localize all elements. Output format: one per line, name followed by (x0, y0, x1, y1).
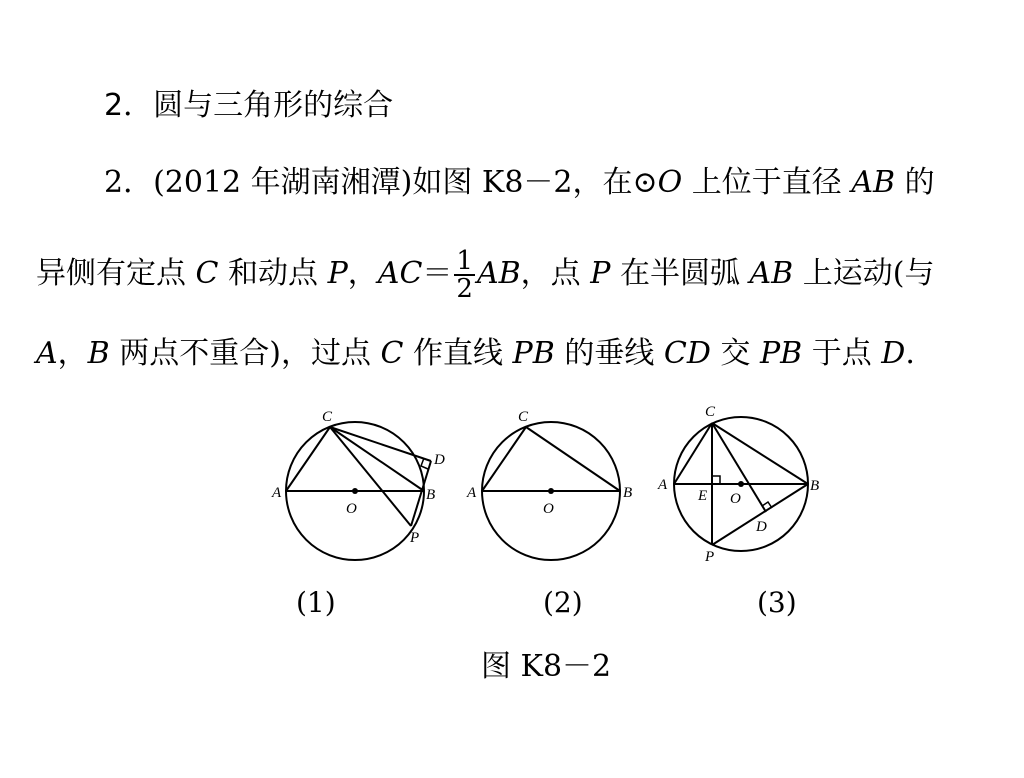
text-run: 两点不重合)，过点 (109, 336, 381, 371)
text-run: C (195, 256, 219, 291)
fig3-subcaption: (3) (757, 586, 797, 619)
text-run: ＝ (422, 256, 453, 291)
text-run: B (87, 336, 110, 371)
fraction-numerator: 1 (456, 246, 473, 276)
text-run: D (881, 336, 906, 371)
text-run: 交 (710, 336, 760, 371)
text-run: 于点 (802, 336, 882, 371)
fig1-chord-cb (330, 427, 424, 491)
fig3-chord-cb (712, 423, 808, 484)
fig2-label-b: B (623, 485, 633, 501)
text-run: 异侧有定点 (36, 256, 196, 291)
figure-caption: 图 K8－2 (481, 649, 612, 684)
fig1-chord-cp (330, 427, 411, 526)
text-run: CD (663, 336, 711, 371)
text-run: 上位于直径 (682, 165, 852, 200)
text-run: 的 (895, 165, 935, 200)
text-run: ， (347, 256, 378, 291)
text-run: . (905, 336, 915, 371)
fig3-label-o: O (730, 491, 741, 507)
text-run: AB (851, 165, 896, 200)
fig1-label-a: A (272, 485, 282, 501)
fig3-label-c: C (705, 404, 716, 420)
fig3-chord-ac (674, 423, 712, 484)
fig2-label-a: A (467, 485, 477, 501)
text-run: A (36, 336, 58, 371)
fig1-label-b: B (426, 487, 436, 503)
text-run: 2．(2012 年湖南湘潭)如图 K8－2，在⊙ (104, 165, 658, 200)
fig3-label-p: P (705, 549, 715, 565)
fig3-label-b: B (810, 478, 820, 494)
text-run: P (590, 256, 611, 291)
text-run: 在半圆弧 (610, 256, 750, 291)
fig1-subcaption: (1) (296, 586, 336, 619)
heading-number: 2． (104, 88, 154, 123)
fig1-chord-ac (286, 427, 330, 491)
text-run: AB (476, 256, 521, 291)
fig2-chord-ac (482, 427, 526, 491)
fig2-center-dot (548, 488, 554, 494)
text-run: 的垂线 (554, 336, 664, 371)
text-run: ， (57, 336, 88, 371)
text-run: PB (512, 336, 555, 371)
heading-text: 圆与三角形的综合 (153, 88, 394, 123)
fig3-right-angle-e (712, 476, 720, 484)
fig1-label-p: P (410, 530, 420, 546)
fig1-label-d: D (434, 452, 445, 468)
fig3-label-a: A (658, 477, 668, 493)
text-run: 作直线 (403, 336, 513, 371)
text-run: AC (377, 256, 423, 291)
fig3-chord-pb (712, 484, 808, 545)
fig3-label-d: D (756, 519, 767, 535)
text-run: C (380, 336, 404, 371)
fig2-chord-cb (526, 427, 620, 491)
fig1-label-o: O (346, 501, 357, 517)
text-run: ，点 (520, 256, 591, 291)
fig3-center-dot (738, 481, 744, 487)
fig3-label-e: E (698, 488, 708, 504)
text-run: O (657, 165, 683, 200)
fig1-center-dot (352, 488, 358, 494)
fig1-label-c: C (322, 409, 333, 425)
text-run: AB (749, 256, 794, 291)
text-run: 和动点 (218, 256, 328, 291)
fig2-label-o: O (543, 501, 554, 517)
text-run: 上运动(与 (793, 256, 935, 291)
fraction-denominator: 2 (456, 274, 473, 304)
fig2-subcaption: (2) (543, 586, 583, 619)
fig2-label-c: C (518, 409, 529, 425)
text-run: P (327, 256, 348, 291)
text-run: PB (759, 336, 803, 371)
